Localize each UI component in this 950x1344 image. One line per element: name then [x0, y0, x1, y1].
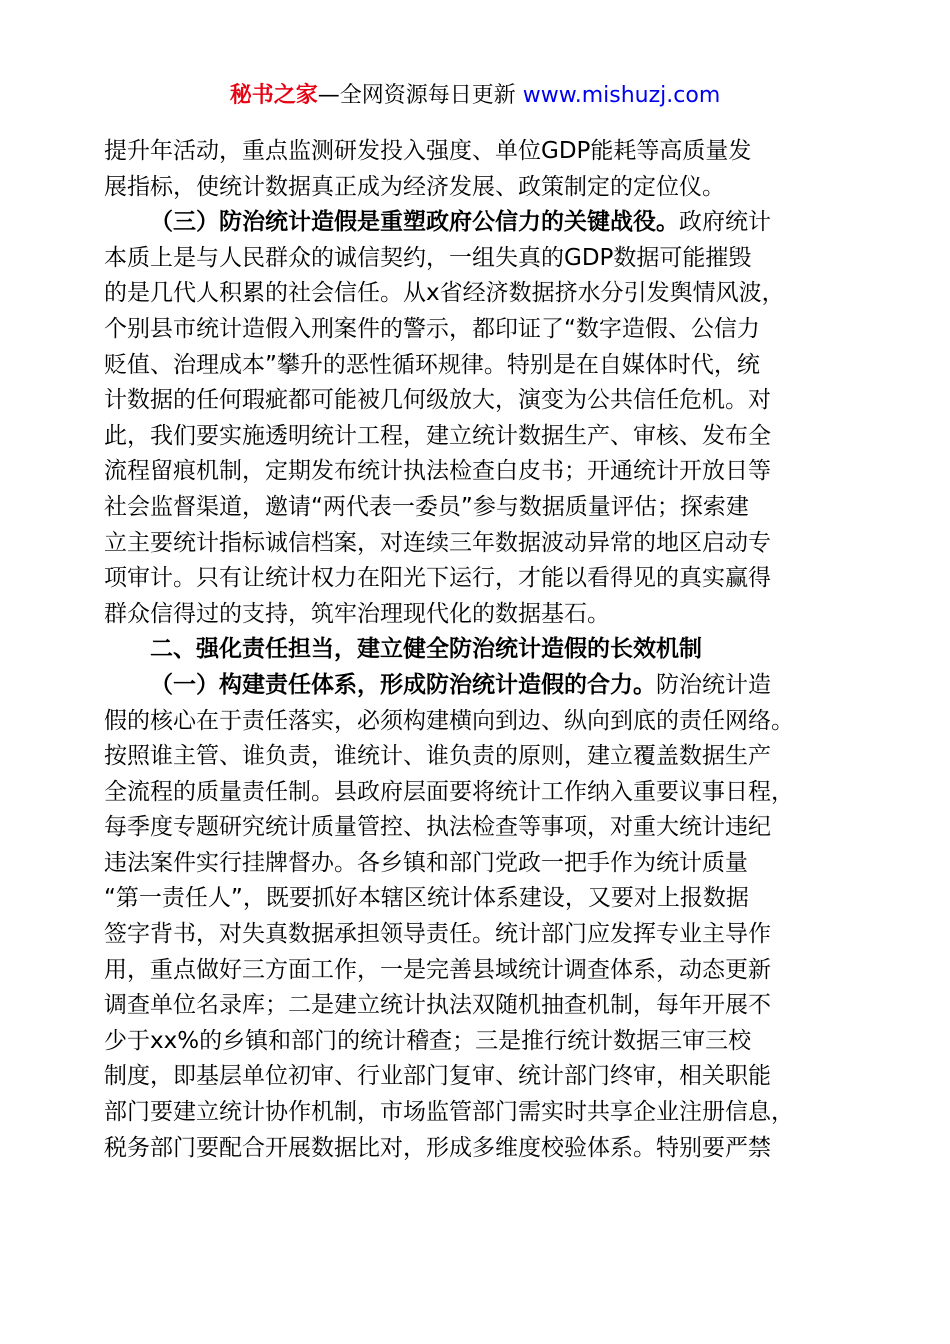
text-line	[104, 312, 864, 348]
text-line	[104, 348, 864, 384]
line-text: 调查单位名录库；二是建立统计执法双随机抽查机制，每年开展不	[104, 992, 771, 1019]
text-line	[104, 1131, 864, 1167]
line-text: 全流程的质量责任制。县政府层面要将统计工作纳入重要议事日程，	[104, 778, 794, 805]
line-text: 项审计。只有让统计权力在阳光下运行，才能以看得见的真实赢得	[104, 565, 771, 592]
text-line	[104, 134, 864, 170]
text-line	[104, 205, 864, 241]
text-line	[104, 383, 864, 419]
site-url-link[interactable]: www.mishuzj.com	[522, 83, 721, 108]
line-text: 提升年活动，重点监测研发投入强度、单位GDP能耗等高质量发	[104, 138, 752, 164]
section-heading: （三）防治统计造假是重塑政府公信力的关键战役。	[150, 209, 679, 236]
line-text: 展指标，使统计数据真正成为经济发展、政策制定的定位仪。	[104, 173, 725, 200]
section-heading: （一）构建责任体系，形成防治统计造假的合力。	[150, 671, 656, 698]
document-body	[104, 134, 864, 1166]
text-line	[104, 953, 864, 989]
text-line	[104, 454, 864, 490]
text-line	[104, 739, 864, 775]
text-line	[104, 846, 864, 882]
line-text: 每季度专题研究统计质量管控、执法检查等事项，对重大统计违纪	[104, 814, 771, 841]
site-header	[0, 80, 950, 112]
text-line	[104, 1024, 864, 1060]
line-text: 假的核心在于责任落实，必须构建横向到边、纵向到底的责任网络。	[104, 707, 794, 734]
line-text: 此，我们要实施透明统计工程，建立统计数据生产、审核、发布全	[104, 422, 771, 449]
line-text: 群众信得过的支持，筑牢治理现代化的数据基石。	[104, 600, 610, 627]
text-line	[104, 917, 864, 953]
text-line	[104, 170, 864, 206]
line-text: 个别县市统计造假入刑案件的警示，都印证了“数字造假、公信力	[104, 315, 760, 342]
text-line	[104, 561, 864, 597]
text-line	[104, 1095, 864, 1131]
text-line	[104, 668, 864, 704]
site-tagline: —全网资源每日更新	[317, 83, 523, 108]
text-line	[104, 276, 864, 312]
line-text: 用，重点做好三方面工作，一是完善县域统计调查体系，动态更新	[104, 956, 771, 983]
line-text: 社会监督渠道，邀请“两代表一委员”参与数据质量评估；探索建	[104, 493, 749, 520]
line-text: 防治统计造	[656, 671, 771, 698]
site-brand: 秘书之家	[229, 83, 318, 108]
text-line	[104, 775, 864, 811]
text-line	[104, 632, 864, 668]
text-line	[104, 526, 864, 562]
line-text: 流程留痕机制，定期发布统计执法检查白皮书；开通统计开放日等	[104, 458, 771, 485]
text-line	[104, 881, 864, 917]
line-text: 政府统计	[679, 209, 771, 236]
text-line	[104, 704, 864, 740]
line-text: 贬值、治理成本”攀升的恶性循环规律。特别是在自媒体时代，统	[104, 351, 760, 378]
line-text: 立主要统计指标诚信档案，对连续三年数据波动异常的地区启动专	[104, 529, 771, 556]
line-text: 计数据的任何瑕疵都可能被几何级放大，演变为公共信任危机。对	[104, 387, 771, 414]
text-line	[104, 810, 864, 846]
text-line	[104, 597, 864, 633]
line-text: 违法案件实行挂牌督办。各乡镇和部门党政一把手作为统计质量	[104, 849, 748, 876]
line-text: “第一责任人”，既要抓好本辖区统计体系建设，又要对上报数据	[104, 885, 749, 912]
line-text: 本质上是与人民群众的诚信契约，一组失真的GDP数据可能摧毁	[104, 244, 752, 271]
line-text: 的是几代人积累的社会信任。从x省经济数据挤水分引发舆情风波，	[104, 280, 785, 307]
text-line	[104, 1059, 864, 1095]
line-text: 部门要建立统计协作机制，市场监管部门需实时共享企业注册信息，	[104, 1099, 794, 1126]
text-line	[104, 419, 864, 455]
line-text: 税务部门要配合开展数据比对，形成多维度校验体系。特别要严禁	[104, 1134, 771, 1161]
text-line	[104, 241, 864, 277]
text-line	[104, 988, 864, 1024]
section-heading: 二、强化责任担当，建立健全防治统计造假的长效机制	[150, 636, 702, 663]
line-text: 签字背书，对失真数据承担领导责任。统计部门应发挥专业主导作	[104, 921, 771, 948]
text-line	[104, 490, 864, 526]
line-text: 按照谁主管、谁负责，谁统计、谁负责的原则，建立覆盖数据生产	[104, 743, 771, 770]
line-text: 制度，即基层单位初审、行业部门复审、统计部门终审，相关职能	[104, 1063, 771, 1090]
line-text: 少于xx%的乡镇和部门的统计稽查；三是推行统计数据三审三校	[104, 1027, 752, 1054]
